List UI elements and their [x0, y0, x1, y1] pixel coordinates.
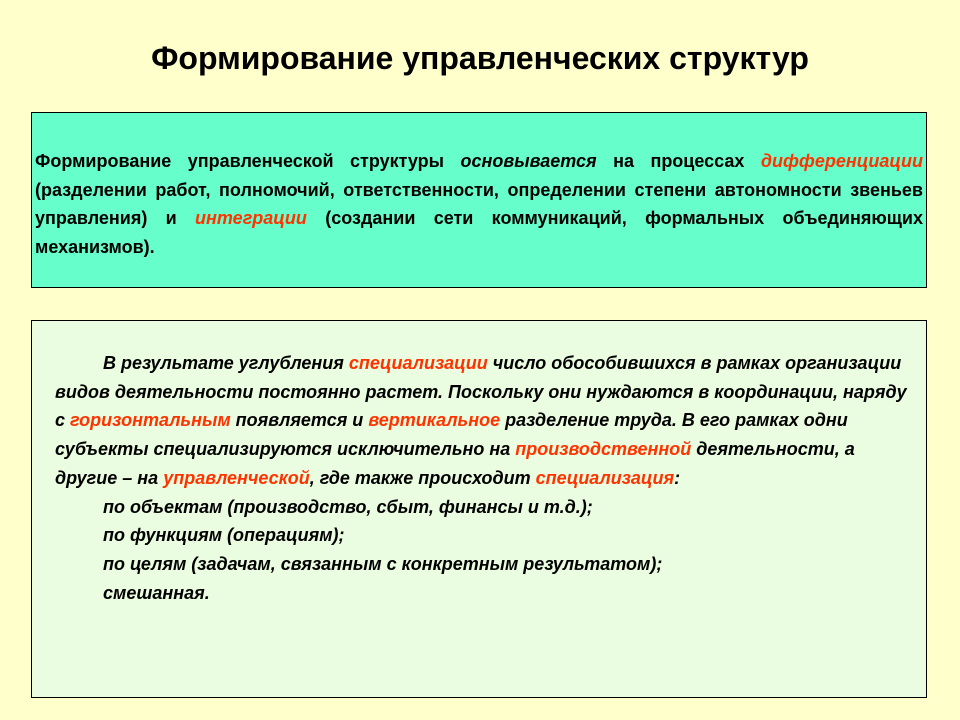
- paragraph-part-2: число обособившихся в рамках организации видов деятельности постоянно растет. Поскольку они нуждаются в координации, наряду с: [55, 353, 907, 431]
- keyword-production: производственной: [515, 439, 692, 460]
- specialization-box: [31, 320, 927, 698]
- slide-title: Формирование управленческих структур: [151, 40, 809, 76]
- definition-text-part-2: на процессах: [596, 151, 761, 171]
- definition-text-part-4: (создании сети коммуникаций, формальных объединяющих механизмов).: [35, 208, 923, 258]
- paragraph-part-3: появляется и: [230, 410, 369, 431]
- definition-text-part-3: (разделении работ, полномочий, ответственности, определении степени автономности звеньев управления) и: [35, 179, 923, 229]
- keyword-osnovyvaetsya: основывается: [460, 151, 597, 171]
- keyword-specialization-2: специализация: [535, 467, 675, 488]
- keyword-integration: интеграции: [195, 208, 307, 229]
- keyword-horizontal: горизонтальным: [70, 410, 231, 431]
- paragraph-part-5: деятельности, а другие – на: [55, 439, 855, 488]
- list-item: по целям (задачам, связанным с конкретным результатом);: [103, 553, 663, 574]
- list-item: по функциям (операциям);: [103, 525, 345, 546]
- keyword-managerial: управленческой: [163, 467, 310, 488]
- paragraph-part-1: В результате углубления: [103, 353, 349, 373]
- keyword-vertical: вертикальное: [368, 410, 501, 431]
- definition-box: [31, 112, 927, 288]
- definition-text: [35, 147, 923, 262]
- list-item: по объектам (производство, сбыт, финансы и т.д.);: [103, 496, 593, 517]
- specialization-types-list: [55, 493, 916, 608]
- keyword-specialization: специализации: [348, 353, 488, 373]
- keyword-differentiation: дифференциации: [760, 151, 923, 171]
- definition-text-part-1: Формирование управленческой структуры: [35, 151, 461, 171]
- paragraph-part-7: :: [674, 467, 681, 488]
- specialization-paragraph: [55, 349, 916, 493]
- paragraph-part-4: разделение труда. В его рамках одни субъекты специализируются исключительно на: [55, 410, 848, 460]
- list-item: смешанная.: [103, 582, 210, 603]
- paragraph-part-6: , где также происходит: [309, 467, 536, 488]
